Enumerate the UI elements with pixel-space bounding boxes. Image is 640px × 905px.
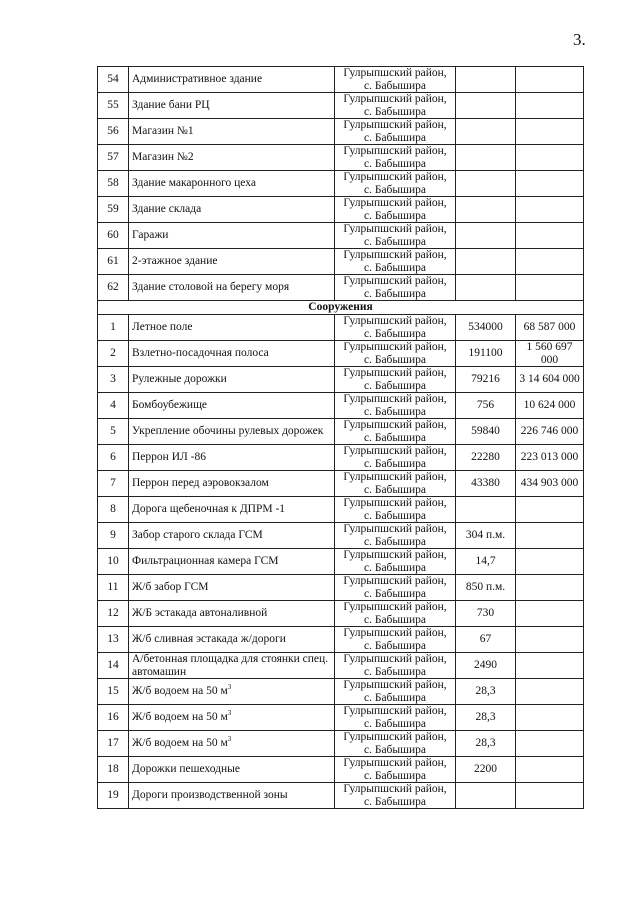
table-row (98, 119, 584, 145)
table-row (98, 367, 584, 393)
object-name-text: Ж/Б эстакада автоналивной (132, 607, 268, 620)
row-number: 2 (98, 341, 129, 367)
location (335, 471, 456, 497)
location (335, 549, 456, 575)
object-name (129, 731, 335, 757)
location-village: с. Бабышира (363, 795, 426, 808)
location-village: с. Бабышира (363, 717, 426, 730)
area-value: 2200 (456, 757, 516, 783)
location-district: Гулрыпшский район, (343, 315, 447, 327)
location-district: Гулрыпшский район, (343, 471, 447, 483)
location-village: с. Бабышира (363, 131, 426, 144)
location-district: Гулрыпшский район, (343, 393, 447, 405)
cost-value (516, 523, 584, 549)
location-district: Гулрыпшский район, (343, 575, 447, 587)
location-village: с. Бабышира (363, 457, 426, 470)
location-village: с. Бабышира (363, 405, 426, 418)
row-number: 62 (98, 275, 129, 301)
cost-value: 68 587 000 (516, 315, 584, 341)
object-name-text: Взлетно-посадочная полоса (132, 347, 269, 360)
location-village: с. Бабышира (363, 561, 426, 574)
location (335, 783, 456, 809)
location-village: с. Бабышира (363, 235, 426, 248)
row-number: 16 (98, 705, 129, 731)
cost-value (516, 653, 584, 679)
row-number: 8 (98, 497, 129, 523)
location-village: с. Бабышира (363, 261, 426, 274)
area-value: 67 (456, 627, 516, 653)
location-village: с. Бабышира (363, 535, 426, 548)
area-value (456, 249, 516, 275)
row-number: 15 (98, 679, 129, 705)
location-district: Гулрыпшский район, (343, 783, 447, 795)
object-name (129, 119, 335, 145)
row-number: 12 (98, 601, 129, 627)
table-row (98, 315, 584, 341)
location-village: с. Бабышира (363, 379, 426, 392)
location (335, 757, 456, 783)
area-value (456, 119, 516, 145)
row-number: 58 (98, 171, 129, 197)
area-value: 59840 (456, 419, 516, 445)
row-number: 1 (98, 315, 129, 341)
object-name (129, 523, 335, 549)
table-row (98, 575, 584, 601)
cost-value: 10 624 000 (516, 393, 584, 419)
location (335, 653, 456, 679)
location (335, 315, 456, 341)
location-district: Гулрыпшский район, (343, 145, 447, 157)
cost-value (516, 119, 584, 145)
area-value (456, 497, 516, 523)
row-number: 5 (98, 419, 129, 445)
location-village: с. Бабышира (363, 639, 426, 652)
area-value: 850 п.м. (456, 575, 516, 601)
area-value: 43380 (456, 471, 516, 497)
table-row (98, 757, 584, 783)
table-row (98, 679, 584, 705)
row-number: 18 (98, 757, 129, 783)
cost-value (516, 731, 584, 757)
object-name (129, 471, 335, 497)
location (335, 393, 456, 419)
location (335, 93, 456, 119)
table-row (98, 341, 584, 367)
cost-value (516, 249, 584, 275)
object-name (129, 223, 335, 249)
object-name-text: Ж/б водоем на 50 м (132, 711, 228, 724)
table-row (98, 705, 584, 731)
location (335, 341, 456, 367)
table-row (98, 471, 584, 497)
location-village: с. Бабышира (363, 353, 426, 366)
area-value (456, 171, 516, 197)
table-row (98, 731, 584, 757)
object-name-text: Магазин №2 (132, 151, 194, 164)
cost-value: 223 013 000 (516, 445, 584, 471)
table-row (98, 653, 584, 679)
area-value: 191100 (456, 341, 516, 367)
area-value (456, 67, 516, 93)
object-name (129, 419, 335, 445)
area-value (456, 197, 516, 223)
row-number: 7 (98, 471, 129, 497)
table-row (98, 783, 584, 809)
location-village: с. Бабышира (363, 587, 426, 600)
cost-value (516, 197, 584, 223)
table-row (98, 197, 584, 223)
table-row (98, 393, 584, 419)
location-district: Гулрыпшский район, (343, 197, 447, 209)
object-name (129, 393, 335, 419)
area-value (456, 275, 516, 301)
object-name (129, 197, 335, 223)
object-name (129, 145, 335, 171)
cost-value (516, 497, 584, 523)
location-district: Гулрыпшский район, (343, 249, 447, 261)
location (335, 731, 456, 757)
table-row (98, 223, 584, 249)
location-district: Гулрыпшский район, (343, 67, 447, 79)
cost-value (516, 549, 584, 575)
structures-rows (98, 315, 584, 809)
object-name-text: Гаражи (132, 229, 169, 242)
area-value (456, 223, 516, 249)
cost-value: 434 903 000 (516, 471, 584, 497)
location-district: Гулрыпшский район, (343, 367, 447, 379)
row-number: 54 (98, 67, 129, 93)
table-row (98, 275, 584, 301)
cost-value (516, 575, 584, 601)
object-name (129, 367, 335, 393)
table-row (98, 549, 584, 575)
object-name-text: Дорожки пешеходные (132, 763, 241, 776)
object-name-text: Ж/б водоем на 50 м (132, 737, 228, 750)
location-district: Гулрыпшский район, (343, 119, 447, 131)
object-name (129, 249, 335, 275)
object-name-text: Здание бани РЦ (132, 99, 210, 112)
row-number: 61 (98, 249, 129, 275)
location-village: с. Бабышира (363, 431, 426, 444)
section-header-group (98, 301, 584, 315)
row-number: 4 (98, 393, 129, 419)
unit-superscript: 3 (227, 735, 232, 744)
location-district: Гулрыпшский район, (343, 731, 447, 743)
area-value (456, 145, 516, 171)
area-value (456, 93, 516, 119)
location-district: Гулрыпшский район, (343, 171, 447, 183)
location-district: Гулрыпшский район, (343, 419, 447, 431)
cost-value (516, 705, 584, 731)
location (335, 275, 456, 301)
object-name-text: Перрон ИЛ -86 (132, 451, 206, 464)
cost-value (516, 783, 584, 809)
location (335, 197, 456, 223)
area-value: 14,7 (456, 549, 516, 575)
property-table (97, 66, 584, 809)
location-district: Гулрыпшский район, (343, 223, 447, 235)
location (335, 249, 456, 275)
object-name (129, 549, 335, 575)
area-value: 2490 (456, 653, 516, 679)
cost-value (516, 601, 584, 627)
object-name (129, 705, 335, 731)
object-name-text: Перрон перед аэровокзалом (132, 477, 269, 490)
cost-value (516, 145, 584, 171)
location-village: с. Бабышира (363, 483, 426, 496)
object-name (129, 445, 335, 471)
location-district: Гулрыпшский район, (343, 705, 447, 717)
location-village: с. Бабышира (363, 287, 426, 300)
location-village: с. Бабышира (363, 183, 426, 196)
row-number: 3 (98, 367, 129, 393)
section-header-row (98, 301, 584, 315)
location-district: Гулрыпшский район, (343, 679, 447, 691)
location (335, 367, 456, 393)
location (335, 679, 456, 705)
row-number: 59 (98, 197, 129, 223)
object-name (129, 93, 335, 119)
location-district: Гулрыпшский район, (343, 341, 447, 353)
location-village: с. Бабышира (363, 209, 426, 222)
location (335, 67, 456, 93)
location-village: с. Бабышира (363, 105, 426, 118)
object-name-text: Летное поле (132, 321, 193, 334)
row-number: 11 (98, 575, 129, 601)
table-row (98, 523, 584, 549)
location-district: Гулрыпшский район, (343, 445, 447, 457)
area-value: 22280 (456, 445, 516, 471)
location-village: с. Бабышира (363, 769, 426, 782)
table-row (98, 249, 584, 275)
row-number: 19 (98, 783, 129, 809)
location (335, 223, 456, 249)
area-value (456, 783, 516, 809)
object-name-text: Дорога щебеночная к ДПРМ -1 (132, 503, 286, 516)
cost-value: 226 746 000 (516, 419, 584, 445)
object-name (129, 757, 335, 783)
row-number: 13 (98, 627, 129, 653)
location-village: с. Бабышира (363, 157, 426, 170)
location-village: с. Бабышира (363, 691, 426, 704)
row-number: 10 (98, 549, 129, 575)
location (335, 445, 456, 471)
table-row (98, 145, 584, 171)
location (335, 419, 456, 445)
section-title: Сооружения (98, 301, 584, 315)
object-name (129, 575, 335, 601)
location (335, 523, 456, 549)
cost-value (516, 627, 584, 653)
cost-value (516, 93, 584, 119)
object-name-text: Здание склада (132, 203, 202, 216)
location-district: Гулрыпшский район, (343, 523, 447, 535)
cost-value: 3 14 604 000 (516, 367, 584, 393)
object-name-text: Ж/б забор ГСМ (132, 581, 209, 594)
page-number: 3. (573, 30, 586, 49)
location-village: с. Бабышира (363, 509, 426, 522)
location (335, 601, 456, 627)
object-name (129, 601, 335, 627)
location-district: Гулрыпшский район, (343, 757, 447, 769)
object-name (129, 315, 335, 341)
object-name-text: Административное здание (132, 73, 263, 86)
cost-value: 1 560 697 000 (516, 341, 584, 367)
table-row (98, 445, 584, 471)
row-number: 55 (98, 93, 129, 119)
location (335, 119, 456, 145)
cost-value (516, 679, 584, 705)
object-name-text: Магазин №1 (132, 125, 194, 138)
location-village: с. Бабышира (363, 665, 426, 678)
location-district: Гулрыпшский район, (343, 497, 447, 509)
location-village: с. Бабышира (363, 79, 426, 92)
object-name (129, 653, 335, 679)
location (335, 627, 456, 653)
row-number: 56 (98, 119, 129, 145)
object-name (129, 275, 335, 301)
object-name-text: Бомбоубежище (132, 399, 208, 412)
object-name-text: А/бетонная площадка для стоянки спец. автомашин (132, 653, 329, 678)
object-name-text: 2-этажное здание (132, 255, 218, 268)
object-name-text: Ж/б водоем на 50 м (132, 685, 228, 698)
table-row (98, 171, 584, 197)
object-name (129, 341, 335, 367)
unit-superscript: 3 (227, 709, 232, 718)
area-value: 304 п.м. (456, 523, 516, 549)
object-name (129, 627, 335, 653)
object-name (129, 497, 335, 523)
object-name (129, 67, 335, 93)
buildings-rows (98, 67, 584, 301)
cost-value (516, 275, 584, 301)
location-district: Гулрыпшский район, (343, 549, 447, 561)
location (335, 145, 456, 171)
cost-value (516, 171, 584, 197)
location-district: Гулрыпшский район, (343, 275, 447, 287)
area-value: 730 (456, 601, 516, 627)
area-value: 28,3 (456, 679, 516, 705)
object-name (129, 171, 335, 197)
area-value: 79216 (456, 367, 516, 393)
table-row (98, 627, 584, 653)
cost-value (516, 223, 584, 249)
cost-value (516, 757, 584, 783)
object-name-text: Здание макаронного цеха (132, 177, 256, 190)
location-village: с. Бабышира (363, 743, 426, 756)
location (335, 575, 456, 601)
object-name-text: Фильтрационная камера ГСМ (132, 555, 279, 568)
location-district: Гулрыпшский район, (343, 653, 447, 665)
object-name (129, 783, 335, 809)
table-row (98, 93, 584, 119)
area-value: 534000 (456, 315, 516, 341)
location-district: Гулрыпшский район, (343, 93, 447, 105)
row-number: 57 (98, 145, 129, 171)
object-name-text: Укрепление обочины рулевых дорожек (132, 425, 324, 438)
object-name-text: Дороги производственной зоны (132, 789, 288, 802)
unit-superscript: 3 (227, 683, 232, 692)
table-row (98, 419, 584, 445)
row-number: 9 (98, 523, 129, 549)
table-row (98, 497, 584, 523)
table-row (98, 601, 584, 627)
area-value: 756 (456, 393, 516, 419)
row-number: 60 (98, 223, 129, 249)
object-name-text: Забор старого склада ГСМ (132, 529, 263, 542)
object-name-text: Ж/б сливная эстакада ж/дороги (132, 633, 286, 646)
location-village: с. Бабышира (363, 613, 426, 626)
object-name-text: Здание столовой на берегу моря (132, 281, 290, 294)
area-value: 28,3 (456, 731, 516, 757)
location (335, 171, 456, 197)
area-value: 28,3 (456, 705, 516, 731)
location-village: с. Бабышира (363, 327, 426, 340)
location-district: Гулрыпшский район, (343, 627, 447, 639)
location (335, 497, 456, 523)
row-number: 14 (98, 653, 129, 679)
table-row (98, 67, 584, 93)
location (335, 705, 456, 731)
row-number: 6 (98, 445, 129, 471)
object-name-text: Рулежные дорожки (132, 373, 227, 386)
row-number: 17 (98, 731, 129, 757)
cost-value (516, 67, 584, 93)
location-district: Гулрыпшский район, (343, 601, 447, 613)
object-name (129, 679, 335, 705)
